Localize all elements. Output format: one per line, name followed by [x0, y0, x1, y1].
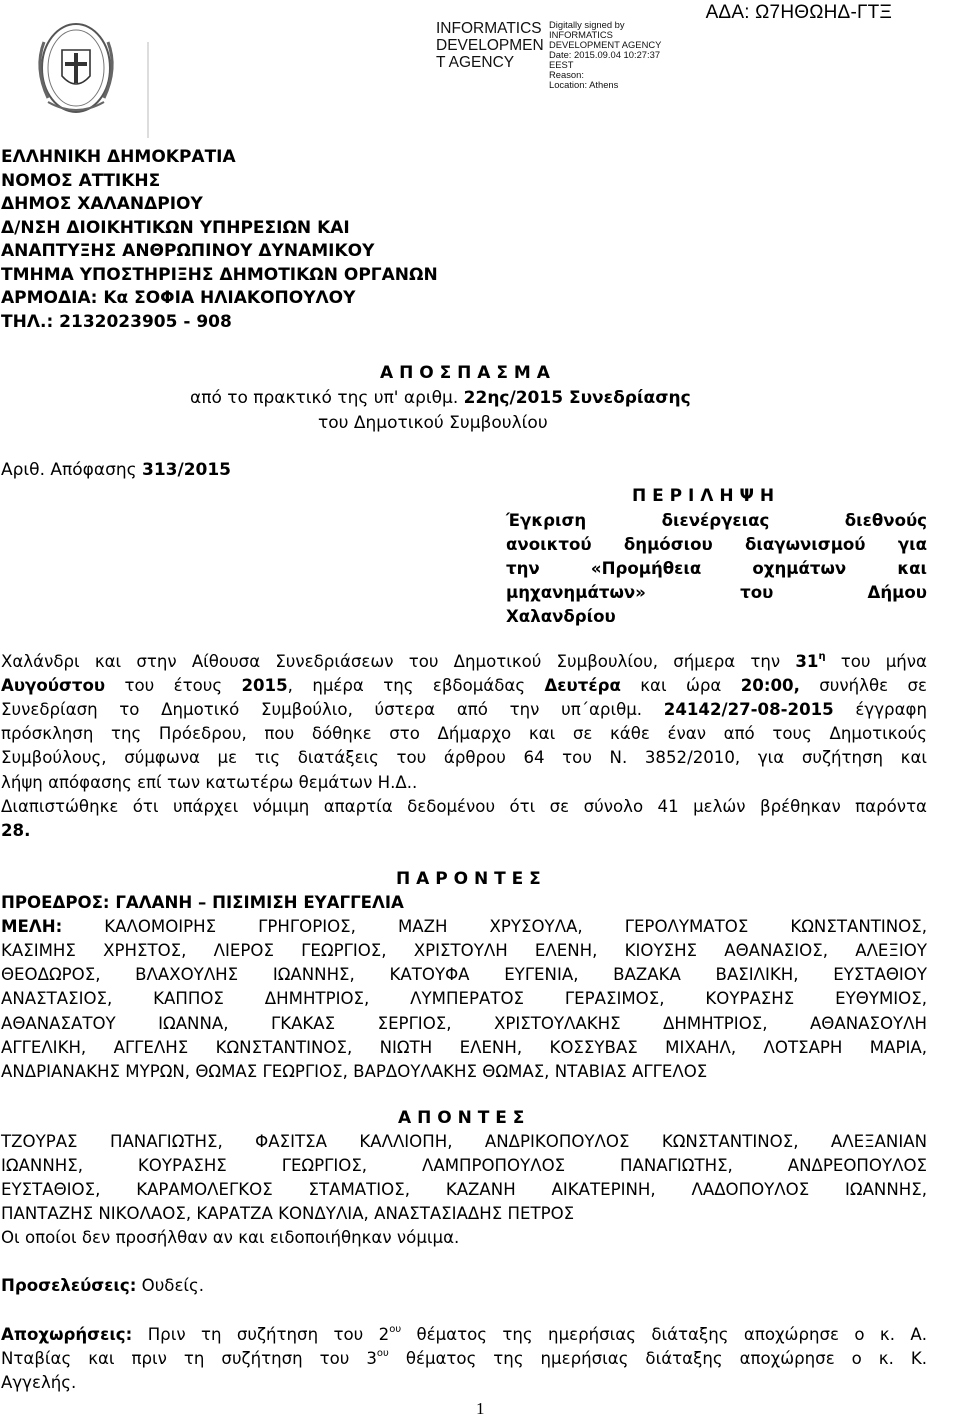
members-line: ΚΑΣΙΜΗΣ ΧΡΗΣΤΟΣ, ΛΙΕΡΟΣ ΓΕΩΡΓΙΟΣ, ΧΡΙΣΤΟΥΛΗ ΕΛΕΝΗ, ΚΙΟΥΣΗΣ ΑΘΑΝΑΣΙΟΣ, ΑΛΕΞΙΟΥ: [1, 941, 927, 961]
members-line: ΘΕΟΔΩΡΟΣ, ΒΛΑΧΟΥΛΗΣ ΙΩΑΝΝΗΣ, ΚΑΤΟΥΦΑ ΕΥΓΕΝΙΑ, ΒΑΖΑΚΑ ΒΑΣΙΛΙΚΗ, ΕΥΣΤΑΘΙΟΥ: [1, 965, 927, 985]
signature-detail: Digitally signed by: [549, 19, 625, 30]
signature-detail: Reason:: [549, 69, 584, 80]
page-number: 1: [476, 1399, 485, 1418]
president-line: ΠΡΟΕΔΡΟΣ: ΓΑΛΑΝΗ – ΠΙΣΙΜΙΣΗ ΕΥΑΓΓΕΛΙΑ: [1, 893, 404, 912]
summary-title: Π Ε Ρ Ι Λ Η Ψ Η: [632, 486, 775, 506]
signature-detail: Location: Athens: [549, 79, 619, 90]
header-line: ΝΟΜΟΣ ΑΤΤΙΚΗΣ: [1, 170, 161, 191]
summary-line: Χαλανδρίου: [506, 607, 616, 626]
hellenic-emblem-icon: [4, 2, 150, 138]
header-line: Δ/ΝΣΗ ΔΙΟΙΚΗΤΙΚΩΝ ΥΠΗΡΕΣΙΩΝ ΚΑΙ: [1, 217, 350, 238]
absent-line: ΕΥΣΤΑΘΙΟΣ, ΚΑΡΑΜΟΛΕΓΚΟΣ ΣΤΑΜΑΤΙΟΣ, ΚΑΖΑΝΗ ΑΙΚΑΤΕΡΙΝΗ, ΛΑΔΟΠΟΥΛΟΣ ΙΩΑΝΝΗΣ,: [1, 1180, 927, 1200]
members-line: ΑΓΓΕΛΙΚΗ, ΑΓΓΕΛΗΣ ΚΩΝΣΤΑΝΤΙΝΟΣ, ΝΙΩΤΗ ΕΛΕΝΗ, ΚΟΣΣΥΒΑΣ ΜΙΧΑΗΛ, ΛΟΤΣΑΡΗ ΜΑΡΙΑ,: [1, 1037, 927, 1057]
apospasma-title: Α Π Ο Σ Π Α Σ Μ Α: [380, 363, 550, 383]
digital-signature: [436, 20, 676, 90]
absent-title: Α Π Ο Ν Τ Ε Σ: [398, 1108, 525, 1128]
signature-org-line: INFORMATICS: [436, 20, 542, 37]
apospasma-line: του Δημοτικού Συμβουλίου: [318, 413, 548, 433]
absent-line: ΤΖΟΥΡΑΣ ΠΑΝΑΓΙΩΤΗΣ, ΦΑΣΙΤΣΑ ΚΑΛΛΙΟΠΗ, ΑΝΔΡΙΚΟΠΟΥΛΟΣ ΚΩΝΣΤΑΝΤΙΝΟΣ, ΑΛΕΞΑΝΙΑΝ: [1, 1132, 927, 1151]
summary-line: ανοικτού δημόσιου διαγωνισμού για: [506, 535, 927, 554]
summary-line: Έγκριση διενέργειας διεθνούς: [506, 511, 928, 530]
header-line: ΔΗΜΟΣ ΧΑΛΑΝΔΡΙΟΥ: [1, 194, 203, 214]
signature-org-line: T AGENCY: [436, 54, 515, 71]
decision-number: Αριθ. Απόφασης 313/2015: [1, 460, 232, 480]
signature-detail: DEVELOPMENT AGENCY: [549, 39, 662, 50]
absent-section: [1, 1130, 927, 1260]
signature-detail: EEST: [549, 59, 574, 70]
members-line: ΑΘΑΝΑΣΑΤΟΥ ΙΩΑΝΝΑ, ΓΚΑΚΑΣ ΣΕΡΓΙΟΣ, ΧΡΙΣΤΟΥΛΑΚΗΣ ΔΗΜΗΤΡΙΟΣ, ΑΘΑΝΑΣΟΥΛΗ: [1, 1013, 927, 1033]
present-title: Π Α Ρ Ο Ν Τ Ε Σ: [396, 869, 541, 889]
apospasma-line: από το πρακτικό της υπ' αριθμ. 22ης/2015 Συνεδρίασης: [190, 388, 691, 408]
summary-line: μηχανημάτων» του Δήμου: [506, 583, 928, 602]
summary-box: [506, 509, 927, 629]
intro-paragraph: Χαλάνδρι και στην Αίθουσα Συνεδριάσεων του Δημοτικού Συμβουλίου, σήμερα την $31^\eta$ του μήνα Αυγούστου του έτους 2015, ημέρα της εβδομάδας Δευτέρα και ώρα 20:00, συνήλθε σε Συνεδρίαση το Δημοτικό Συμβούλιο, ύστερα από την υπ΄αριθμ. 24142/27-08-2015 έγγραφη πρόσκληση της Πρόεδρου, που δόθηκε στο Δήμαρχο και σε κάθε έναν από τους Δημοτικούς Συμβούλους, σύμφωνα με τις διατάξεις του άρθρου 64 του Ν. 3852/2010, για συζήτηση και λήψη απόφασης επί των κατωτέρω θεμάτων Η.Δ.. Διαπιστώθηκε ότι υπάρχει νόμιμη απαρτία δεδομένου ότι σε σύνολο 41 μελών βρέθηκαν παρόντα 28.: [1, 651, 927, 840]
header-line: ΑΝΑΠΤΥΞΗΣ ΑΝΘΡΩΠΙΝΟΥ ΔΥΝΑΜΙΚΟΥ: [1, 241, 375, 261]
departures-section: Αποχωρήσεις: Πριν τη συζήτηση του $2^{o\upsilon}$ θέματος της ημερήσιας διάταξης αποχώρησε ο κ. Α. Νταβίας και πριν τη συζήτηση του $3^{o\upsilon}$ θέματος της ημερήσιας διάταξης αποχώρησε ο κ. Κ. Αγγελής.: [1, 1324, 928, 1393]
absent-line: ΙΩΑΝΝΗΣ, ΚΟΥΡΑΣΗΣ ΓΕΩΡΓΙΟΣ, ΛΑΜΠΡΟΠΟΥΛΟΣ ΠΑΝΑΓΙΩΤΗΣ, ΑΝΔΡΕΟΠΟΥΛΟΣ: [1, 1156, 927, 1176]
arrivals-line: Προσελεύσεις: Ουδείς.: [1, 1276, 205, 1295]
absent-line: ΠΑΝΤΑΖΗΣ ΝΙΚΟΛΑΟΣ, ΚΑΡΑΤΖΑ ΚΟΝΔΥΛΙΑ, ΑΝΑΣΤΑΣΙΑΔΗΣ ΠΕΤΡΟΣ: [1, 1204, 575, 1224]
signature-detail: Date: 2015.09.04 10:27:37: [549, 49, 661, 60]
present-section: [1, 891, 927, 1091]
members-line: ΜΕΛΗ: ΚΑΛΟΜΟΙΡΗΣ ΓΡΗΓΟΡΙΟΣ, ΜΑΖΗ ΧΡΥΣΟΥΛΑ, ΓΕΡΟΛΥΜΑΤΟΣ ΚΩΝΣΤΑΝΤΙΝΟΣ,: [1, 917, 927, 937]
ada-code: ΑΔΑ: Ω7ΗΘΩΗΔ-ΓΤΞ: [705, 2, 892, 23]
header-line: ΤΗΛ.: 2132023905 - 908: [1, 311, 232, 332]
header-line: ΤΜΗΜΑ ΥΠΟΣΤΗΡΙΞΗΣ ΔΗΜΟΤΙΚΩΝ ΟΡΓΑΝΩΝ: [1, 264, 438, 285]
signature-org-line: DEVELOPMEN: [436, 37, 544, 54]
members-line: ΑΝΔΡΙΑΝΑΚΗΣ ΜΥΡΩΝ, ΘΩΜΑΣ ΓΕΩΡΓΙΟΣ, ΒΑΡΔΟΥΛΑΚΗΣ ΘΩΜΑΣ, ΝΤΑΒΙΑΣ ΑΓΓΕΛΟΣ: [1, 1061, 708, 1081]
members-line: ΑΝΑΣΤΑΣΙΟΣ, ΚΑΠΠΟΣ ΔΗΜΗΤΡΙΟΣ, ΛΥΜΠΕΡΑΤΟΣ ΓΕΡΑΣΙΜΟΣ, ΚΟΥΡΑΣΗΣ ΕΥΘΥΜΙΟΣ,: [1, 989, 927, 1009]
signature-detail: INFORMATICS: [549, 29, 613, 40]
header-line: ΕΛΛΗΝΙΚΗ ΔΗΜΟΚΡΑΤΙΑ: [1, 147, 236, 167]
summary-line: την «Προμήθεια οχημάτων και: [506, 559, 928, 578]
header-line: ΑΡΜΟΔΙΑ: Κα ΣΟΦΙΑ ΗΛΙΑΚΟΠΟΥΛΟΥ: [1, 288, 356, 308]
absent-note: Οι οποίοι δεν προσήλθαν αν και ειδοποιήθηκαν νόμιμα.: [1, 1228, 460, 1248]
